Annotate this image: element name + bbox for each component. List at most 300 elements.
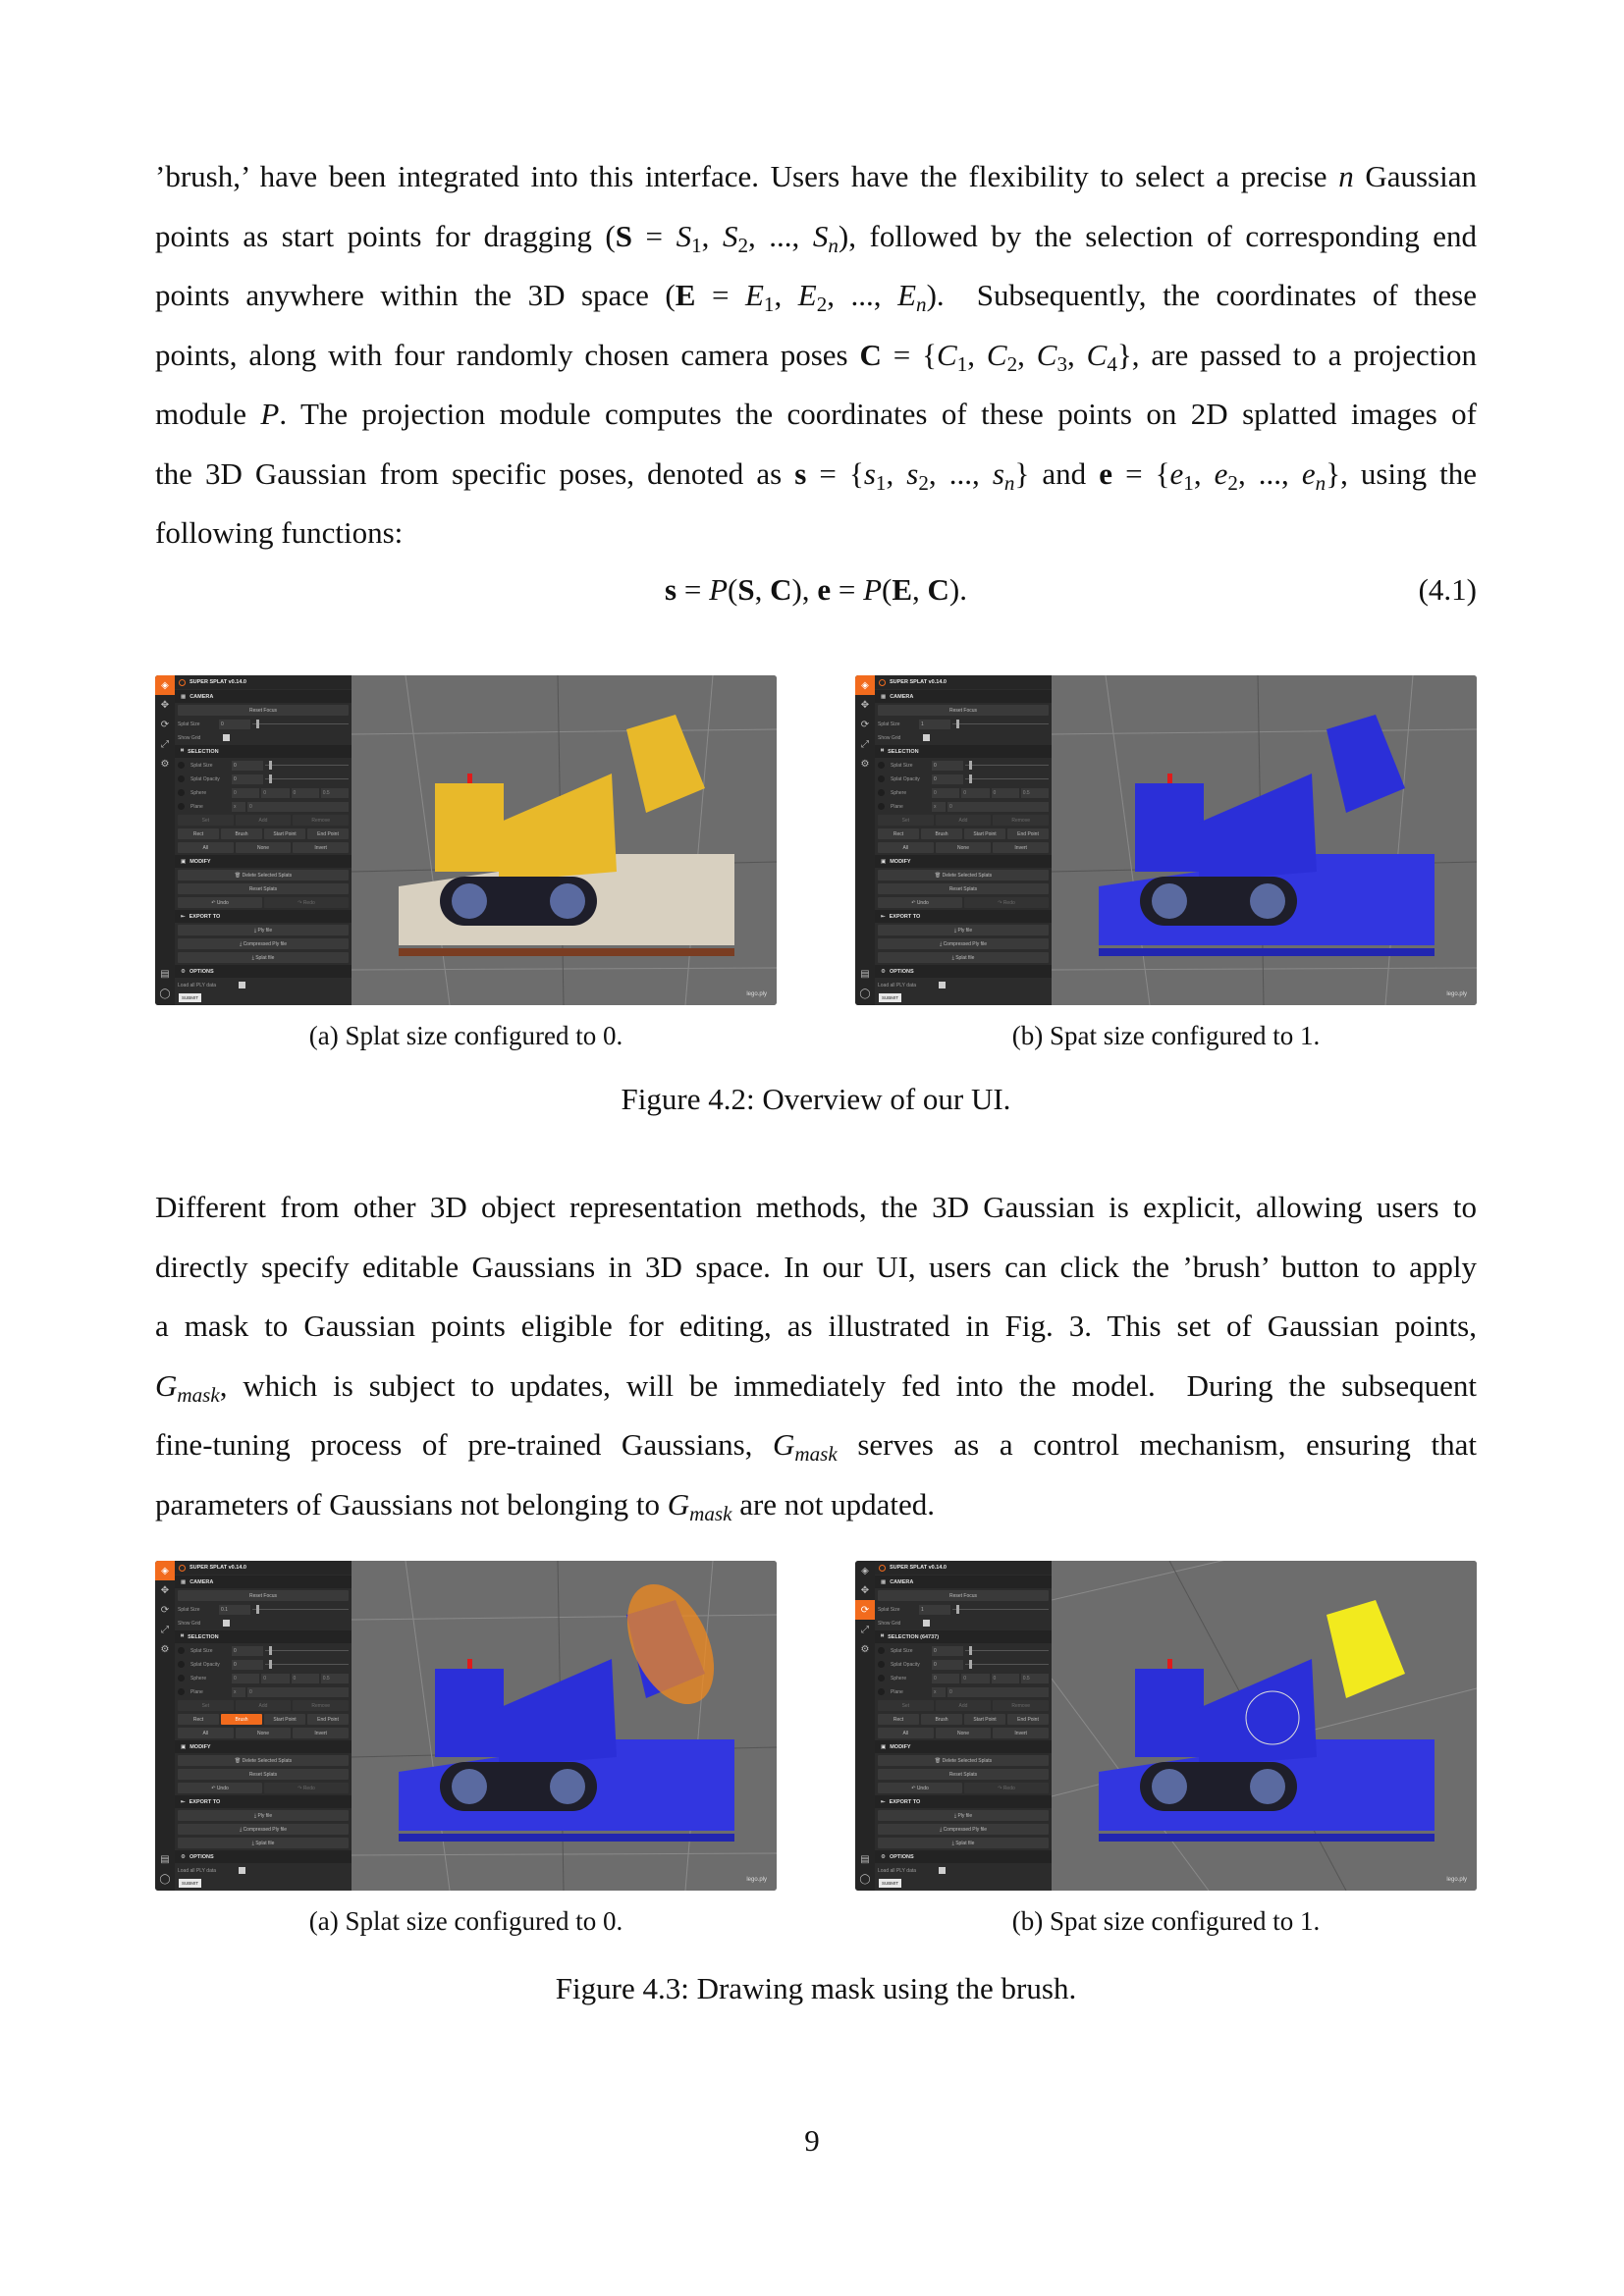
sphere-radius-input[interactable]: 0.5 xyxy=(1021,788,1049,798)
section-options[interactable]: ⚙ OPTIONS xyxy=(175,965,352,978)
sphere-x-input[interactable]: 0 xyxy=(232,788,259,798)
sphere-z-input[interactable]: 0 xyxy=(292,1674,319,1683)
tool-rail xyxy=(855,1561,875,1891)
trash-icon: 🗑 xyxy=(234,1757,243,1764)
sphere-y-input[interactable]: 0 xyxy=(961,1674,989,1683)
text-line: parameters of Gaussians not belonging to $G_{mask}$ are not updated. xyxy=(155,1486,936,1525)
keyboard-icon[interactable]: ▤ xyxy=(160,968,170,980)
label: Splat Size xyxy=(190,1647,213,1654)
redo-button[interactable]: ↷ Redo xyxy=(264,1783,349,1793)
control-panel xyxy=(175,1561,352,1891)
undo-button[interactable]: ↶ Undo xyxy=(178,1783,262,1793)
github-icon[interactable]: ◯ xyxy=(859,1873,871,1885)
download-icon: ⤓ xyxy=(239,940,244,947)
download-icon: ⤓ xyxy=(251,1840,256,1846)
section-modify[interactable]: ▣ MODIFY xyxy=(875,855,1052,868)
rect-button[interactable]: Rect xyxy=(178,1714,219,1725)
selection-icon: ⌗ xyxy=(881,1633,885,1639)
figure-4-3 xyxy=(155,1561,1477,2012)
select-all-button[interactable]: All xyxy=(178,1728,234,1738)
settings-icon[interactable]: ⚙ xyxy=(160,1643,170,1655)
remove-button[interactable]: Remove xyxy=(293,815,349,826)
undo-button[interactable]: ↶ Undo xyxy=(878,897,962,908)
load-all-checkbox[interactable] xyxy=(939,982,946,988)
undo-icon: ↶ xyxy=(911,899,917,906)
equation-number: (4.1) xyxy=(1418,572,1477,607)
set-button[interactable]: Set xyxy=(878,1700,934,1711)
load-all-label: Load all PLY data xyxy=(878,982,917,988)
load-all-label: Load all PLY data xyxy=(178,1867,217,1874)
select-tool-icon[interactable]: ◈ xyxy=(861,1565,869,1576)
viewport-filename: lego.ply xyxy=(1446,991,1467,997)
plane-axis-select[interactable]: x xyxy=(932,802,946,812)
select-none-button[interactable]: None xyxy=(236,842,292,853)
splat-opacity-radio[interactable] xyxy=(178,775,185,782)
keyboard-icon[interactable]: ▤ xyxy=(860,1853,870,1865)
section-export[interactable]: ⇤ EXPORT TO xyxy=(175,1795,352,1808)
section-export[interactable]: ⇤ EXPORT TO xyxy=(175,910,352,923)
set-button[interactable]: Set xyxy=(178,815,234,826)
show-grid-checkbox[interactable] xyxy=(223,1620,230,1627)
add-button[interactable]: Add xyxy=(936,815,992,826)
splat-opacity-radio[interactable] xyxy=(878,775,885,782)
splat-size-slider[interactable] xyxy=(952,1609,1049,1610)
download-icon: ⤓ xyxy=(951,1840,956,1846)
export-compressed-ply-button[interactable]: ⤓ Compressed Ply file xyxy=(878,1824,1049,1835)
splat-size-input[interactable]: 0 xyxy=(219,720,250,729)
add-button[interactable]: Add xyxy=(236,1700,292,1711)
text-line: fine-tuning process of pre-trained Gaussians, $G_{mask}$ serves as a control mechanism, ensuring that xyxy=(155,1427,1477,1466)
redo-button[interactable]: ↷ Redo xyxy=(264,897,349,908)
section-selection[interactable]: ⌗ SELECTION xyxy=(875,745,1052,758)
section-camera[interactable]: ▦ CAMERA xyxy=(875,690,1052,703)
download-icon: ⤓ xyxy=(953,927,958,934)
plane-axis-select[interactable]: x xyxy=(232,802,245,812)
text-line: the 3D Gaussian from specific poses, denoted as $s = \{s_1$, $s_2$, ..., $s_n$} and $e = \{e_1$, $e_2$, ..., $e_n$}, using the xyxy=(155,455,1478,495)
scale-tool-icon[interactable]: ⤢ xyxy=(861,1624,869,1635)
options-icon: ⚙ xyxy=(881,1853,886,1860)
app-title: SUPER SPLAT v0.14.0 xyxy=(890,1565,947,1571)
sphere-radius-input[interactable]: 0.5 xyxy=(321,1674,349,1683)
sphere-x-input[interactable]: 0 xyxy=(932,1674,959,1683)
slider[interactable] xyxy=(965,778,1049,779)
add-button[interactable]: Add xyxy=(236,815,292,826)
sphere-z-input[interactable]: 0 xyxy=(992,788,1019,798)
brush-button[interactable]: Brush xyxy=(921,828,962,839)
splat-size-radio[interactable] xyxy=(878,762,885,769)
scale-tool-icon[interactable]: ⤢ xyxy=(861,738,869,750)
splat-size-radio[interactable] xyxy=(178,762,185,769)
end-point-button[interactable]: End Point xyxy=(307,1714,349,1725)
text-line: points as start points for dragging ($S = S_1$, $S_2$, ..., $S_n$), followed by the selection of corresponding end xyxy=(155,218,1478,257)
splat-size-label: Splat Size xyxy=(878,1606,900,1613)
show-grid-checkbox[interactable] xyxy=(223,734,230,741)
trash-icon: 🗑 xyxy=(934,1757,943,1764)
section-camera[interactable]: ▦ CAMERA xyxy=(175,1575,352,1588)
figure-caption: Figure 4.3: Drawing mask using the brush. xyxy=(555,1971,1077,2005)
slider[interactable] xyxy=(965,765,1049,766)
ui-screenshot-a xyxy=(155,675,777,1005)
3d-viewport[interactable] xyxy=(1052,675,1477,1005)
end-point-button[interactable]: End Point xyxy=(307,828,349,839)
control-panel xyxy=(175,675,352,1005)
options-icon: ⚙ xyxy=(181,1853,186,1860)
end-point-button[interactable]: End Point xyxy=(1007,828,1049,839)
section-camera[interactable]: ▦ CAMERA xyxy=(875,1575,1052,1588)
settings-icon[interactable]: ⚙ xyxy=(160,758,170,770)
label: Splat Size xyxy=(190,762,213,769)
camera-icon: ▦ xyxy=(181,1578,187,1585)
scale-tool-icon[interactable]: ⤢ xyxy=(161,738,169,750)
select-tool-icon[interactable]: ◈ xyxy=(855,675,875,695)
tool-rail xyxy=(155,1561,175,1891)
app-title-bar xyxy=(875,1561,1052,1575)
submit-button[interactable]: SUBMIT xyxy=(179,993,201,1002)
download-icon: ⤓ xyxy=(951,954,956,961)
plane-radio[interactable] xyxy=(878,1688,885,1695)
selection-opacity-input[interactable]: 0 xyxy=(232,774,263,784)
subfigure-caption-a: (a) Splat size configured to 0. xyxy=(308,1906,623,1936)
selection-splat-size-input[interactable]: 0 xyxy=(932,1646,963,1656)
plane-value-input[interactable]: 0 xyxy=(947,1687,1049,1697)
label: Splat Opacity xyxy=(891,1661,920,1668)
rect-button[interactable]: Rect xyxy=(178,828,219,839)
sphere-z-input[interactable]: 0 xyxy=(992,1674,1019,1683)
modify-icon: ▣ xyxy=(881,1743,887,1750)
plane-axis-select[interactable]: x xyxy=(232,1687,245,1697)
select-tool-icon[interactable]: ◈ xyxy=(155,1561,175,1580)
splat-size-label: Splat Size xyxy=(178,1606,200,1613)
redo-icon: ↷ xyxy=(998,899,1003,906)
selection-opacity-input[interactable]: 0 xyxy=(932,1660,963,1670)
download-icon: ⤓ xyxy=(939,940,944,947)
select-none-button[interactable]: None xyxy=(936,842,992,853)
github-icon[interactable]: ◯ xyxy=(859,988,871,999)
reset-focus-button[interactable]: Reset Focus xyxy=(878,705,1049,716)
undo-icon: ↶ xyxy=(911,1785,917,1791)
set-button[interactable]: Set xyxy=(878,815,934,826)
subfigure-caption-a: (a) Splat size configured to 0. xyxy=(308,1021,623,1050)
section-export[interactable]: ⇤ EXPORT TO xyxy=(875,910,1052,923)
export-splat-button[interactable]: ⤓ Splat file xyxy=(178,952,349,963)
github-icon[interactable]: ◯ xyxy=(159,1873,171,1885)
sphere-x-input[interactable]: 0 xyxy=(932,788,959,798)
export-compressed-ply-button[interactable]: ⤓ Compressed Ply file xyxy=(178,938,349,949)
slider[interactable] xyxy=(965,1664,1049,1665)
start-point-button[interactable]: Start Point xyxy=(964,828,1005,839)
select-none-button[interactable]: None xyxy=(936,1728,992,1738)
rect-button[interactable]: Rect xyxy=(878,1714,919,1725)
submit-button[interactable]: SUBMIT xyxy=(879,1879,901,1888)
start-point-button[interactable]: Start Point xyxy=(264,828,305,839)
show-grid-checkbox[interactable] xyxy=(923,1620,930,1627)
scene-render xyxy=(1052,675,1477,1005)
text-line: points anywhere within the 3D space ($E = E_1$, $E_2$, ..., $E_n$). Subsequently, the coordinates of these xyxy=(155,278,1477,316)
plane-value-input[interactable]: 0 xyxy=(947,802,1049,812)
slider[interactable] xyxy=(265,1664,349,1665)
rotate-tool-icon[interactable]: ⟳ xyxy=(160,1604,170,1616)
export-icon: ⇤ xyxy=(181,913,186,920)
ui-screenshot-b xyxy=(855,675,1477,1005)
undo-icon: ↶ xyxy=(211,1785,217,1791)
section-modify[interactable]: ▣ MODIFY xyxy=(875,1740,1052,1753)
brush-button[interactable]: Brush xyxy=(921,1714,962,1725)
selection-splat-size-input[interactable]: 0 xyxy=(232,761,263,771)
splat-opacity-radio[interactable] xyxy=(178,1661,185,1668)
splat-size-slider[interactable] xyxy=(252,723,349,724)
submit-button[interactable]: SUBMIT xyxy=(879,993,901,1002)
delete-selected-button[interactable]: 🗑 Delete Selected Splats xyxy=(878,1755,1049,1766)
tool-rail xyxy=(155,675,175,1005)
remove-button[interactable]: Remove xyxy=(993,1700,1049,1711)
invert-button[interactable]: Invert xyxy=(993,842,1049,853)
splat-size-radio[interactable] xyxy=(878,1647,885,1654)
move-tool-icon[interactable]: ✥ xyxy=(160,1584,170,1596)
export-icon: ⇤ xyxy=(881,913,886,920)
section-options[interactable]: ⚙ OPTIONS xyxy=(875,965,1052,978)
download-icon: ⤓ xyxy=(251,954,256,961)
rotate-tool-icon[interactable]: ⟳ xyxy=(855,1600,875,1620)
plane-radio[interactable] xyxy=(178,1688,185,1695)
sphere-y-input[interactable]: 0 xyxy=(961,788,989,798)
export-ply-button[interactable]: ⤓ Ply file xyxy=(878,1810,1049,1821)
load-all-label: Load all PLY data xyxy=(878,1867,917,1874)
slider[interactable] xyxy=(965,1650,1049,1651)
select-none-button[interactable]: None xyxy=(236,1728,292,1738)
reset-splats-button[interactable]: Reset Splats xyxy=(178,1769,349,1780)
figure-4-2 xyxy=(155,675,1477,1117)
delete-selected-button[interactable]: 🗑 Delete Selected Splats xyxy=(878,870,1049,881)
export-icon: ⇤ xyxy=(181,1798,186,1805)
move-tool-icon[interactable]: ✥ xyxy=(860,699,870,711)
camera-icon: ▦ xyxy=(181,693,187,700)
selection-opacity-input[interactable]: 0 xyxy=(932,774,963,784)
load-all-checkbox[interactable] xyxy=(939,1867,946,1874)
invert-button[interactable]: Invert xyxy=(293,842,349,853)
scale-tool-icon[interactable]: ⤢ xyxy=(161,1624,169,1635)
section-modify[interactable]: ▣ MODIFY xyxy=(175,855,352,868)
sphere-x-input[interactable]: 0 xyxy=(232,1674,259,1683)
text-line: following functions: xyxy=(155,515,404,550)
app-title-bar xyxy=(175,675,352,689)
splat-size-slider[interactable] xyxy=(252,1609,349,1610)
brush-button[interactable]: Brush xyxy=(221,1714,262,1725)
camera-icon: ▦ xyxy=(881,1578,887,1585)
remove-button[interactable]: Remove xyxy=(993,815,1049,826)
label: Sphere xyxy=(190,1675,207,1682)
selection-splat-size-input[interactable]: 0 xyxy=(232,1646,263,1656)
tool-rail xyxy=(855,675,875,1005)
ui-screenshot-a xyxy=(155,1561,777,1891)
app-title-bar xyxy=(175,1561,352,1575)
undo-button[interactable]: ↶ Undo xyxy=(178,897,262,908)
keyboard-icon[interactable]: ▤ xyxy=(860,968,870,980)
submit-button[interactable]: SUBMIT xyxy=(179,1879,201,1888)
label: Splat Size xyxy=(891,1647,913,1654)
splat-size-input[interactable]: 1 xyxy=(919,720,950,729)
rect-button[interactable]: Rect xyxy=(878,828,919,839)
options-icon: ⚙ xyxy=(881,968,886,975)
modify-icon: ▣ xyxy=(181,858,187,865)
paragraph-intro xyxy=(155,147,1477,563)
viewport-filename: lego.ply xyxy=(746,1877,767,1883)
reset-splats-button[interactable]: Reset Splats xyxy=(178,883,349,894)
scene-render xyxy=(352,675,777,1005)
selection-icon: ⌗ xyxy=(881,748,885,754)
viewport-filename: lego.ply xyxy=(746,991,767,997)
invert-button[interactable]: Invert xyxy=(993,1728,1049,1738)
section-options[interactable]: ⚙ OPTIONS xyxy=(875,1850,1052,1863)
add-button[interactable]: Add xyxy=(936,1700,992,1711)
plane-axis-select[interactable]: x xyxy=(932,1687,946,1697)
brush-button[interactable]: Brush xyxy=(221,828,262,839)
selection-splat-size-input[interactable]: 0 xyxy=(932,761,963,771)
splat-size-radio[interactable] xyxy=(178,1647,185,1654)
section-selection[interactable]: ⌗ SELECTION xyxy=(175,1630,352,1643)
selection-opacity-input[interactable]: 0 xyxy=(232,1660,263,1670)
move-tool-icon[interactable]: ✥ xyxy=(860,1584,870,1596)
set-button[interactable]: Set xyxy=(178,1700,234,1711)
label: Splat Opacity xyxy=(190,775,220,782)
text-line: points, along with four randomly chosen camera poses $C = \{C_1$, $C_2$, $C_3$, $C_4$}, are passed to a projection xyxy=(155,337,1478,376)
rotate-tool-icon[interactable]: ⟳ xyxy=(860,719,870,730)
splat-size-input[interactable]: 1 xyxy=(919,1605,950,1615)
rotate-tool-icon[interactable]: ⟳ xyxy=(160,719,170,730)
settings-icon[interactable]: ⚙ xyxy=(860,758,870,770)
slider[interactable] xyxy=(265,1650,349,1651)
options-icon: ⚙ xyxy=(181,968,186,975)
sphere-radio[interactable] xyxy=(178,1675,185,1682)
scene-render xyxy=(352,1561,777,1891)
show-grid-checkbox[interactable] xyxy=(923,734,930,741)
export-ply-button[interactable]: ⤓ Ply file xyxy=(178,1810,349,1821)
section-camera[interactable]: ▦ CAMERA xyxy=(175,690,352,703)
app-title-bar xyxy=(875,675,1052,689)
logo-icon xyxy=(179,1565,186,1572)
app-title: SUPER SPLAT v0.14.0 xyxy=(189,679,246,685)
modify-icon: ▣ xyxy=(181,1743,187,1750)
export-compressed-ply-button[interactable]: ⤓ Compressed Ply file xyxy=(878,938,1049,949)
sphere-y-input[interactable]: 0 xyxy=(261,788,289,798)
3d-viewport[interactable] xyxy=(352,1561,777,1891)
label: Plane xyxy=(891,803,903,810)
start-point-button[interactable]: Start Point xyxy=(264,1714,305,1725)
slider[interactable] xyxy=(265,765,349,766)
section-selection[interactable]: ⌗ SELECTION xyxy=(175,745,352,758)
reset-focus-button[interactable]: Reset Focus xyxy=(178,1590,349,1601)
section-modify[interactable]: ▣ MODIFY xyxy=(175,1740,352,1753)
slider[interactable] xyxy=(265,778,349,779)
download-icon: ⤓ xyxy=(953,1812,958,1819)
trash-icon: 🗑 xyxy=(934,872,943,879)
delete-selected-button[interactable]: 🗑 Delete Selected Splats xyxy=(178,870,349,881)
delete-selected-button[interactable]: 🗑 Delete Selected Splats xyxy=(178,1755,349,1766)
export-ply-button[interactable]: ⤓ Ply file xyxy=(178,925,349,935)
section-options[interactable]: ⚙ OPTIONS xyxy=(175,1850,352,1863)
page-number: 9 xyxy=(804,2123,820,2158)
figure-caption: Figure 4.2: Overview of our UI. xyxy=(621,1082,1011,1116)
label: Plane xyxy=(891,1688,903,1695)
show-grid-label: Show Grid xyxy=(878,1620,901,1627)
start-point-button[interactable]: Start Point xyxy=(964,1714,1005,1725)
sphere-radius-input[interactable]: 0.5 xyxy=(321,788,349,798)
sphere-y-input[interactable]: 0 xyxy=(261,1674,289,1683)
export-compressed-ply-button[interactable]: ⤓ Compressed Ply file xyxy=(178,1824,349,1835)
redo-icon: ↷ xyxy=(298,899,303,906)
selection-icon: ⌗ xyxy=(181,1633,185,1639)
sphere-radius-input[interactable]: 0.5 xyxy=(1021,1674,1049,1683)
show-grid-label: Show Grid xyxy=(878,734,901,741)
splat-size-input[interactable]: 0.1 xyxy=(219,1605,250,1615)
settings-icon[interactable]: ⚙ xyxy=(860,1643,870,1655)
label: Sphere xyxy=(190,789,207,796)
select-tool-icon[interactable]: ◈ xyxy=(155,675,175,695)
redo-button[interactable]: ↷ Redo xyxy=(964,1783,1049,1793)
splat-size-label: Splat Size xyxy=(878,721,900,727)
export-splat-button[interactable]: ⤓ Splat file xyxy=(178,1838,349,1848)
plane-radio[interactable] xyxy=(878,803,885,810)
remove-button[interactable]: Remove xyxy=(293,1700,349,1711)
reset-splats-button[interactable]: Reset Splats xyxy=(878,1769,1049,1780)
sphere-radio[interactable] xyxy=(878,1675,885,1682)
text-line: directly specify editable Gaussians in 3D space. In our UI, users can click the ’brush’ button to apply xyxy=(155,1249,1477,1284)
load-all-label: Load all PLY data xyxy=(178,982,217,988)
sphere-z-input[interactable]: 0 xyxy=(292,788,319,798)
move-tool-icon[interactable]: ✥ xyxy=(160,699,170,711)
ui-screenshot-b xyxy=(855,1561,1477,1891)
export-icon: ⇤ xyxy=(881,1798,886,1805)
redo-icon: ↷ xyxy=(998,1785,1003,1791)
splat-opacity-radio[interactable] xyxy=(878,1661,885,1668)
equation-body: s = P(S, C), e = P(E, C). xyxy=(665,572,967,607)
section-export[interactable]: ⇤ EXPORT TO xyxy=(875,1795,1052,1808)
undo-button[interactable]: ↶ Undo xyxy=(878,1783,962,1793)
download-icon: ⤓ xyxy=(939,1826,944,1833)
plane-value-input[interactable]: 0 xyxy=(247,1687,349,1697)
end-point-button[interactable]: End Point xyxy=(1007,1714,1049,1725)
export-splat-button[interactable]: ⤓ Splat file xyxy=(878,1838,1049,1848)
app-title: SUPER SPLAT v0.14.0 xyxy=(189,1565,246,1571)
section-selection[interactable]: ⌗ SELECTION (64737) xyxy=(875,1630,1052,1643)
sphere-radio[interactable] xyxy=(878,789,885,796)
select-all-button[interactable]: All xyxy=(878,1728,934,1738)
plane-radio[interactable] xyxy=(178,803,185,810)
logo-icon xyxy=(179,679,186,686)
sphere-radio[interactable] xyxy=(178,789,185,796)
select-all-button[interactable]: All xyxy=(878,842,934,853)
show-grid-label: Show Grid xyxy=(178,1620,201,1627)
plane-value-input[interactable]: 0 xyxy=(247,802,349,812)
text-line: a mask to Gaussian points eligible for editing, as illustrated in Fig. 3. This set of Gaussian points, xyxy=(155,1308,1477,1343)
export-ply-button[interactable]: ⤓ Ply file xyxy=(878,925,1049,935)
reset-splats-button[interactable]: Reset Splats xyxy=(878,883,1049,894)
3d-viewport[interactable] xyxy=(352,675,777,1005)
3d-viewport[interactable] xyxy=(1052,1561,1477,1891)
redo-button[interactable]: ↷ Redo xyxy=(964,897,1049,908)
camera-icon: ▦ xyxy=(881,693,887,700)
load-all-checkbox[interactable] xyxy=(239,1867,245,1874)
text-line: $G_{mask}$, which is subject to updates, will be immediately fed into the model. During the subsequent xyxy=(155,1367,1477,1407)
keyboard-icon[interactable]: ▤ xyxy=(160,1853,170,1865)
export-splat-button[interactable]: ⤓ Splat file xyxy=(878,952,1049,963)
reset-focus-button[interactable]: Reset Focus xyxy=(178,705,349,716)
load-all-checkbox[interactable] xyxy=(239,982,245,988)
invert-button[interactable]: Invert xyxy=(293,1728,349,1738)
github-icon[interactable]: ◯ xyxy=(159,988,171,999)
reset-focus-button[interactable]: Reset Focus xyxy=(878,1590,1049,1601)
splat-size-slider[interactable] xyxy=(952,723,1049,724)
select-all-button[interactable]: All xyxy=(178,842,234,853)
